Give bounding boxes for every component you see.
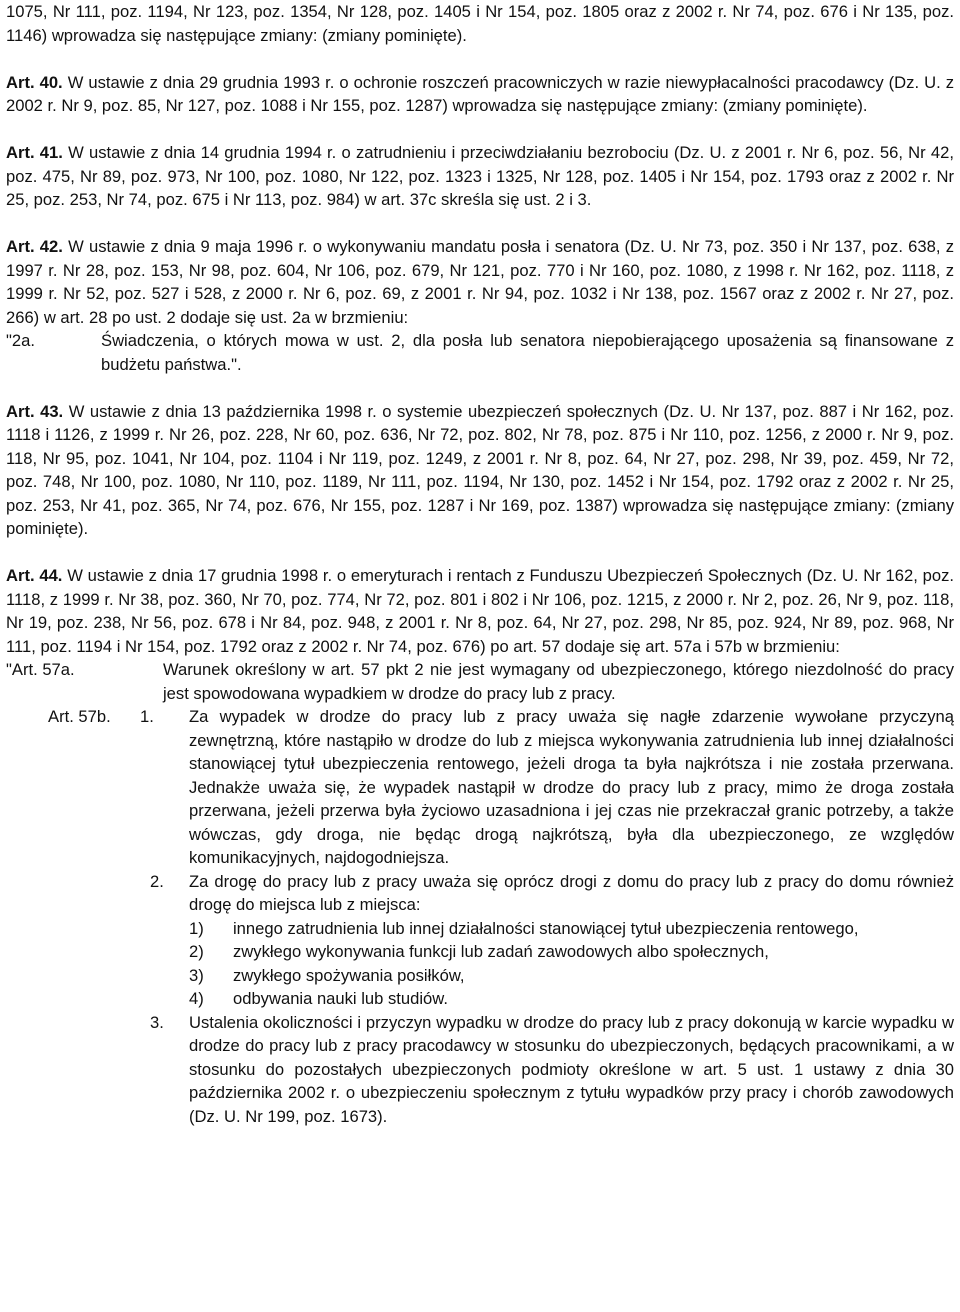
article-57b-ust-1 <box>6 705 954 870</box>
article-57b-label: Art. 57b. <box>48 707 111 726</box>
point-number: 3) <box>189 965 204 985</box>
list-item <box>6 987 954 1011</box>
quote-text: Świadczenia, o których mowa w ust. 2, dla posła lub senatora niepobierającego uposażenia są finansowane z budżetu państwa.". <box>101 331 954 374</box>
article-57a <box>6 658 954 705</box>
article-57b-ust-3 <box>6 1011 954 1129</box>
article-57a-label: "Art. 57a. <box>6 660 75 679</box>
article-40-text: W ustawie z dnia 29 grudnia 1993 r. o ochronie roszczeń pracowniczych w razie niewypłacalności pracodawcy (Dz. U. z 2002 r. Nr 9, poz. 85, Nr 127, poz. 1088 i Nr 155, poz. 1287) wprowadza się następujące zmiany: (zmiany pominięte). <box>6 72 954 115</box>
point-text: zwykłego wykonywania funkcji lub zadań zawodowych albo społecznych, <box>233 942 769 961</box>
list-item <box>6 940 954 964</box>
article-42-label: Art. 42. <box>6 237 63 256</box>
article-57a-text: Warunek określony w art. 57 pkt 2 nie jest wymagany od ubezpieczonego, którego niezdolność do pracy jest spowodowana wypadkiem w drodze do pracy lub z pracy. <box>163 660 954 703</box>
article-57b-ust-2 <box>6 870 954 917</box>
document-page <box>6 0 954 1128</box>
ust-2-text: Za drogę do pracy lub z pracy uważa się oprócz drogi z domu do pracy lub z pracy do domu również drogę do miejsca lub z miejsca: <box>189 871 954 914</box>
list-item <box>6 964 954 988</box>
ust-1-number: 1. <box>140 707 154 726</box>
article-40-label: Art. 40. <box>6 72 63 92</box>
article-44 <box>6 564 954 658</box>
quote-label: "2a. <box>6 331 35 350</box>
article-41-label: Art. 41. <box>6 143 63 162</box>
ust-3-number: 3. <box>150 1012 164 1032</box>
list-item <box>6 917 954 941</box>
point-text: zwykłego spożywania posiłków, <box>233 965 465 985</box>
article-41-text: W ustawie z dnia 14 grudnia 1994 r. o zatrudnieniu i przeciwdziałaniu bezrobociu (Dz. U. z 2001 r. Nr 6, poz. 56, Nr 42, poz. 475, Nr 89, poz. 973, Nr 100, poz. 1080, Nr 122, poz. 1323 i 1325, Nr 128, poz. 1405 i Nr 154, poz. 1793 oraz z 2002 r. Nr 25, poz. 253, Nr 74, poz. 675 i Nr 113, poz. 984) w art. 37c skreśla się ust. 2 i 3. <box>6 143 954 209</box>
article-41 <box>6 141 954 212</box>
ust-2-number: 2. <box>150 871 164 891</box>
article-43-label: Art. 43. <box>6 401 64 421</box>
article-44-text: W ustawie z dnia 17 grudnia 1998 r. o emeryturach i rentach z Funduszu Ubezpieczeń Społecznych (Dz. U. Nr 162, poz. 1118, z 1999 r. Nr 38, poz. 360, Nr 70, poz. 774, Nr 72, poz. 801 i 802 i Nr 106, poz. 1215, z 2000 r. Nr 2, poz. 26, Nr 9, poz. 118, Nr 19, poz. 238, Nr 56, poz. 678 i Nr 84, poz. 948, z 2001 r. Nr 8, poz. 64, Nr 27, poz. 298, Nr 85, poz. 924, Nr 89, poz. 968, Nr 111, poz. 1194 i Nr 154, poz. 1792 oraz z 2002 r. Nr 74, poz. 676) po art. 57 dodaje się art. 57a i 57b w brzmieniu: <box>6 566 954 656</box>
point-number: 2) <box>189 942 204 961</box>
article-42 <box>6 235 954 329</box>
article-40 <box>6 71 954 118</box>
article-44-label: Art. 44. <box>6 566 63 585</box>
article-43 <box>6 400 954 541</box>
article-43-text: W ustawie z dnia 13 października 1998 r. o systemie ubezpieczeń społecznych (Dz. U. Nr 137, poz. 887 i Nr 162, poz. 1118 i 1126, z 1999 r. Nr 26, poz. 228, Nr 60, poz. 636, Nr 72, poz. 802, Nr 78, poz. 875 i Nr 110, poz. 1256, z 2000 r. Nr 9, poz. 118, Nr 95, poz. 1041, Nr 104, poz. 1104 i Nr 119, poz. 1249, z 2001 r. Nr 8, poz. 64, Nr 27, poz. 298, Nr 39, poz. 459, Nr 72, poz. 748, Nr 100, poz. 1080, Nr 110, poz. 1189, Nr 111, poz. 1194, Nr 130, poz. 1452 i Nr 154, poz. 1792 oraz z 2002 r. Nr 25, poz. 253, Nr 41, poz. 365, Nr 74, poz. 676, Nr 155, poz. 1287 i Nr 169, poz. 1387) wprowadza się następujące zmiany: (zmiany pominięte). <box>6 401 954 538</box>
article-42-quote <box>6 329 954 376</box>
ust-1-text: Za wypadek w drodze do pracy lub z pracy uważa się nagłe zdarzenie wywołane przyczyną zewnętrzną, które nastąpiło w drodze do lub z miejsca wykonywania zatrudnienia lub innej działalności stanowiącej tytuł ubezpieczenia rentowego, jeżeli droga ta była najkrótsza i nie została przerwana. Jednakże uważa się, że wypadek nastąpił w drodze do pracy lub z pracy, mimo że droga została przerwana, jeżeli przerwa była życiowo uzasadniona i jej czas nie przekraczał granic potrzeby, a także wówczas, gdy droga, nie będąc drogą najkrótszą, była dla ubezpieczonego, ze względów komunikacyjnych, najdogodniejsza. <box>189 707 954 867</box>
ust-3-text: Ustalenia okoliczności i przyczyn wypadku w drodze do pracy lub z pracy dokonują w karcie wypadku w drodze do pracy lub z pracy pracodawcy w stosunku do ubezpieczonych, będących pracownikami, a w stosunku do pozostałych ubezpieczonych podmioty określone w art. 5 ust. 1 ustawy z dnia 30 października 2002 r. o ubezpieczeniu społecznym z tytułu wypadków przy pracy i chorób zawodowych (Dz. U. Nr 199, poz. 1673). <box>189 1012 954 1126</box>
point-number: 1) <box>189 918 204 938</box>
article-42-text: W ustawie z dnia 9 maja 1996 r. o wykonywaniu mandatu posła i senatora (Dz. U. Nr 73, poz. 350 i Nr 137, poz. 638, z 1997 r. Nr 28, poz. 153, Nr 98, poz. 604, Nr 106, poz. 679, Nr 121, poz. 770 i Nr 160, poz. 1080, z 1998 r. Nr 162, poz. 1118, z 1999 r. Nr 52, poz. 527 i 528, z 2000 r. Nr 6, poz. 69, z 2001 r. Nr 94, poz. 1032 i Nr 138, poz. 1567 oraz z 2002 r. Nr 27, poz. 266) w art. 28 po ust. 2 dodaje się ust. 2a w brzmieniu: <box>6 237 954 327</box>
point-text: odbywania nauki lub studiów. <box>233 989 448 1008</box>
paragraph-continuation: 1075, Nr 111, poz. 1194, Nr 123, poz. 1354, Nr 128, poz. 1405 i Nr 154, poz. 1805 oraz z 2002 r. Nr 74, poz. 676 i Nr 135, poz. 1146) wprowadza się następujące zmiany: (zmiany pominięte). <box>6 2 954 45</box>
point-text: innego zatrudnienia lub innej działalności stanowiącej tytuł ubezpieczenia rentowego, <box>233 918 859 938</box>
point-number: 4) <box>189 989 204 1008</box>
